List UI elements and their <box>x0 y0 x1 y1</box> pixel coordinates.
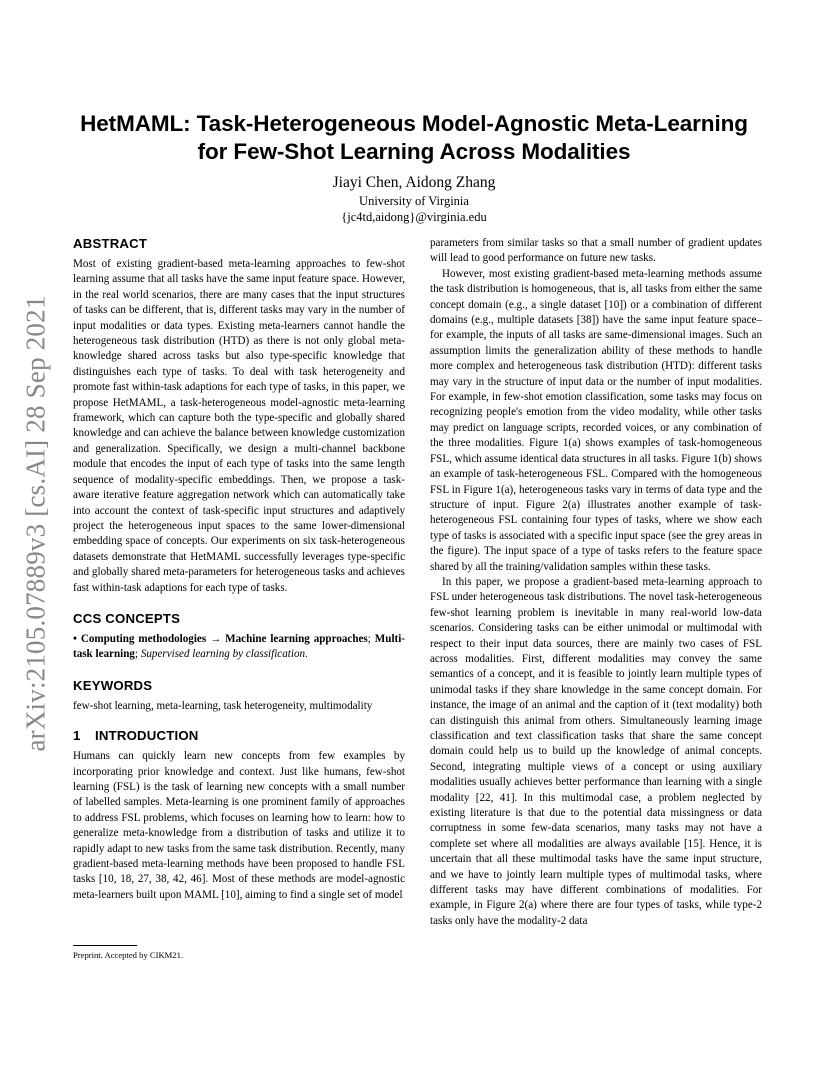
abstract-heading: ABSTRACT <box>73 236 148 251</box>
ccs-concept-tertiary: Supervised learning by classification <box>140 648 306 661</box>
keywords-text: few-shot learning, meta-learning, task heterogeneity, multimodality <box>73 699 373 712</box>
author-affiliation: University of Virginia <box>359 194 469 208</box>
introduction-paragraph-1: Humans can quickly learn new concepts from few examples by incorporating prior knowledge and context. Just like humans, few-shot learning (FSL) is the task of learning new concepts with a small number of labelled samples. Meta-learning is one prominent family of approaches to address FSL problems, which focuses on learning how to learn: how to generalize meta-knowledge from a distribution of tasks and utilize it to rapidly adapt to new tasks from the same task distribution. Recently, many gradient-based meta-learning methods have been proposed to handle FSL tasks [10, 18, 27, 38, 42, 46]. Most of these methods are model-agnostic meta-learners built upon MAML [10], aiming to find a single set of model <box>73 750 405 901</box>
author-email: {jc4td,aidong}@virginia.edu <box>341 210 487 224</box>
paper-title-line-1: HetMAML: Task-Heterogeneous Model-Agnostic Meta-Learning <box>80 111 748 136</box>
ccs-concept-primary: • Computing methodologies → Machine learning approaches <box>73 632 368 645</box>
paper-title-line-2: for Few-Shot Learning Across Modalities <box>197 139 631 164</box>
right-column <box>430 236 762 929</box>
footnote-rule <box>73 945 137 946</box>
introduction-heading <box>73 728 405 744</box>
left-column <box>73 236 405 903</box>
footnote: Preprint. Accepted by CIKM21. <box>73 950 184 960</box>
abstract-text: Most of existing gradient-based meta-learning approaches to few-shot learning assume that all tasks have the same input feature space. However, in the real world scenarios, there are many cases that the input structures of tasks can be different, that is, different tasks may vary in the number of input modalities or data types. Existing meta-learners cannot handle the heterogeneous task distribution (HTD) as there is not only global meta-knowledge shared across tasks but also type-specific knowledge that distinguishes each type of tasks. To deal with task heterogeneity and promote fast within-task adaptions for each type of tasks, in this paper, we propose HetMAML, a task-heterogeneous model-agnostic meta-learning framework, which can capture both the type-specific and globally shared knowledge and can achieve the balance between knowledge customization and generalization. Specifically, we design a multi-channel backbone module that encodes the input of each type of tasks into the same length sequence of modality-specific embeddings. Then, we propose a task-aware iterative feature aggregation network which can automatically take into account the context of task-specific input structures and adaptively project the heterogeneous input spaces to the same lower-dimensional embedding space of concepts. Our experiments on six task-heterogeneous datasets demonstrate that HetMAML successfully leverages type-specific and globally shared meta-parameters for heterogeneous tasks and achieves fast within-task adaptions for each type of tasks. <box>73 258 405 594</box>
introduction-paragraph-3: In this paper, we propose a gradient-based meta-learning approach to FSL under heterogeneous task distributions. The novel task-heterogeneous few-shot learning problem is inevitable in many real-world low-data scenarios. Considering tasks can be either unimodal or multimodal with respect to their input data sources, there are mainly two cases of FSL across modalities. First, different modalities may convey the same semantics of a concept, and it is feasible to jointly learn multiple types of unimodal tasks if they share knowledge in the same concept domain. For instance, the image of an animal and the caption of it (text modality) both can distinguish this animal from others. Simultaneously learning image classification and text classification tasks that share the same concept domain could help us to build up the knowledge of animal concepts. Second, integrating multiple views of a concept or using auxiliary modalities usually achieves better performance than learning with a single modality [22, 41]. In this multimodal case, a problem neglected by existing literature is that due to the potential data missingness or data corruptness in some few-data scenarios, many tasks may not have a complete set where all modalities are always available [15]. Hence, it is uncertain that all these multimodal tasks have the same input structure, and we have to jointly learn multiple types of multimodal tasks, where different tasks may have different combinations of modalities. For example, in Figure 2(a) where there are four types of tasks, while type-2 tasks only have the modality-2 data <box>430 575 762 927</box>
arxiv-identifier-text: arXiv:2105.07889v3 [cs.AI] 28 Sep 2021 <box>20 294 51 752</box>
ccs-concept-secondary: Multi-task learning <box>73 632 405 661</box>
ccs-concepts-heading: CCS CONCEPTS <box>73 610 181 626</box>
introduction-paragraph-1-continued: parameters from similar tasks so that a small number of gradient updates will lead to good performance on future new tasks. <box>430 237 762 265</box>
introduction-heading-text: INTRODUCTION <box>95 728 199 744</box>
paper-title <box>60 110 768 166</box>
introduction-section-number: 1 <box>73 728 81 744</box>
paper-authors: Jiayi Chen, Aidong Zhang <box>332 174 496 191</box>
keywords-heading: KEYWORDS <box>73 677 153 693</box>
ccs-concepts-text: • Computing methodologies → Machine learning approaches; Multi-task learning; Supervised learning by classification. <box>73 632 405 661</box>
introduction-paragraph-2: However, most existing gradient-based meta-learning methods assume the task distribution is homogeneous, that is, all tasks from either the same concept domain (e.g., a single dataset [10]) or a combination of different domains (e.g., multiple datasets [38]) have the same input feature space–for example, the inputs of all tasks are same-dimensional images. Such an assumption limits the generalization ability of these methods to handle more complex and heterogeneous task distribution (HTD): different tasks may vary in the structure of input data or the number of input modalities. For example, in few-shot emotion classification, some tasks may focus on recognizing people's emotion from the video modality, while other tasks may predict on language scripts, recorded voices, or any combination of the three modalities. Figure 1(a) shows examples of task-homogeneous FSL, which assume identical data structures in all tasks. Figure 1(b) shows an example of task-heterogeneous FSL. Compared with the homogeneous FSL in Figure 1(a), heterogeneous tasks vary in terms of data type and the structure of input. Figure 2(a) illustrates another example of task-heterogeneous FSL containing four types of tasks, where we show each type of tasks is associated with a specific input space (see the grey areas in the figure). The input space of a type of tasks refers to the feature space shared by all the training/validation samples within these tasks. <box>430 267 762 573</box>
arxiv-identifier-stamp <box>12 288 60 758</box>
